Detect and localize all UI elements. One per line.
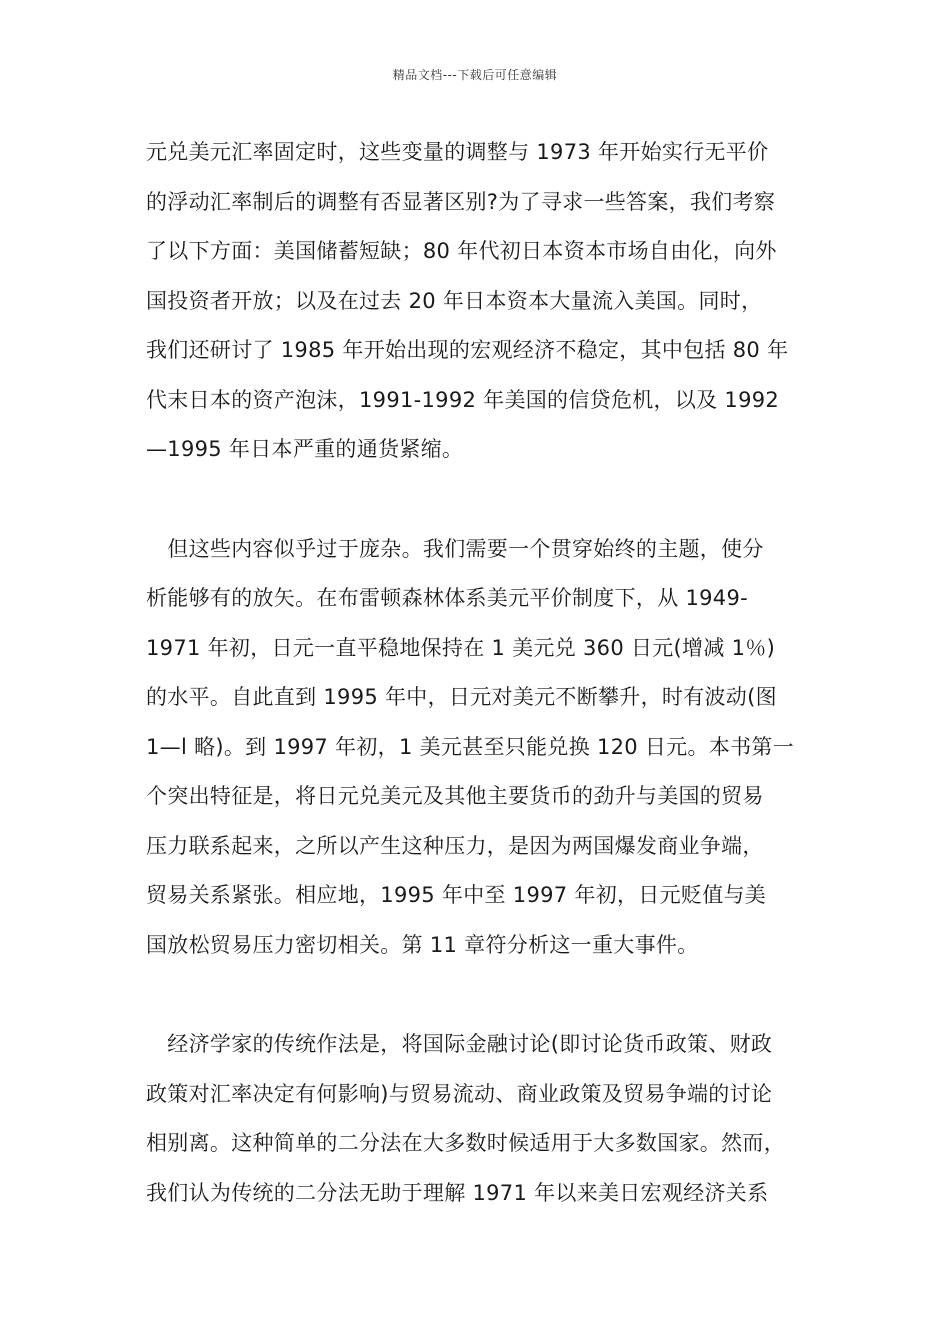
text-line: 政策对汇率决定有何影响)与贸易流动、商业政策及贸易争端的讨论 (146, 1081, 773, 1106)
text-line: 我们还研讨了 1985 年开始出现的宏观经济不稳定，其中包括 80 年 (146, 338, 789, 362)
paragraph-2 (146, 525, 814, 971)
page-header: 精品文档---下载后可任意编辑 (392, 68, 558, 82)
text-line: 代末日本的资产泡沫，1991-1992 年美国的信贷危机，以及 1992 (146, 387, 780, 412)
text-line: 个突出特征是，将日元兑美元及其他主要货币的劲升与美国的贸易 (146, 784, 764, 808)
text-line: 经济学家的传统作法是，将国际金融讨论(即讨论货币政策、财政 (146, 1032, 773, 1056)
text-line: 1—l 略)。到 1997 年初，1 美元甚至只能兑换 120 日元。本书第一 (146, 734, 795, 759)
text-line: 相别离。这种简单的二分法在大多数时候适用于大多数国家。然而， (146, 1131, 785, 1155)
text-line: 国放松贸易压力密切相关。第 11 章符分析这一重大事件。 (146, 932, 699, 957)
text-line: 压力联系起来，之所以产生这种压力，是因为两国爆发商业争端， (146, 833, 764, 858)
paragraph-1 (146, 128, 814, 475)
paragraph-spacer (146, 970, 814, 1020)
text-line: 析能够有的放矢。在布雷顿森林体系美元平价制度下，从 1949- (146, 586, 748, 610)
text-line: 但这些内容似乎过于庞杂。我们需要一个贯穿始终的主题，使分 (146, 536, 764, 561)
document-body (146, 128, 814, 1218)
text-line: 我们认为传统的二分法无助于理解 1971 年以来美日宏观经济关系 (146, 1180, 769, 1205)
text-line: 国投资者开放；以及在过去 20 年日本资本大量流入美国。同时， (146, 288, 763, 313)
text-line: —1995 年日本严重的通货紧缩。 (146, 437, 464, 461)
paragraph-3 (146, 1020, 814, 1218)
text-line: 的水平。自此直到 1995 年中，日元对美元不断攀升，时有波动(图 (146, 685, 777, 709)
text-line: 贸易关系紧张。相应地，1995 年中至 1997 年初，日元贬值与美 (146, 883, 767, 907)
text-line: 1971 年初，日元一直平稳地保持在 1 美元兑 360 日元(增减 1％) (146, 635, 776, 660)
text-line: 元兑美元汇率固定时，这些变量的调整与 1973 年开始实行无平价 (146, 140, 769, 164)
text-line: 的浮动汇率制后的调整有否显著区别?为了寻求一些答案，我们考察 (146, 189, 776, 214)
text-line: 了以下方面：美国储蓄短缺；80 年代初日本资本市场自由化，向外 (146, 239, 777, 263)
paragraph-spacer (146, 475, 814, 525)
